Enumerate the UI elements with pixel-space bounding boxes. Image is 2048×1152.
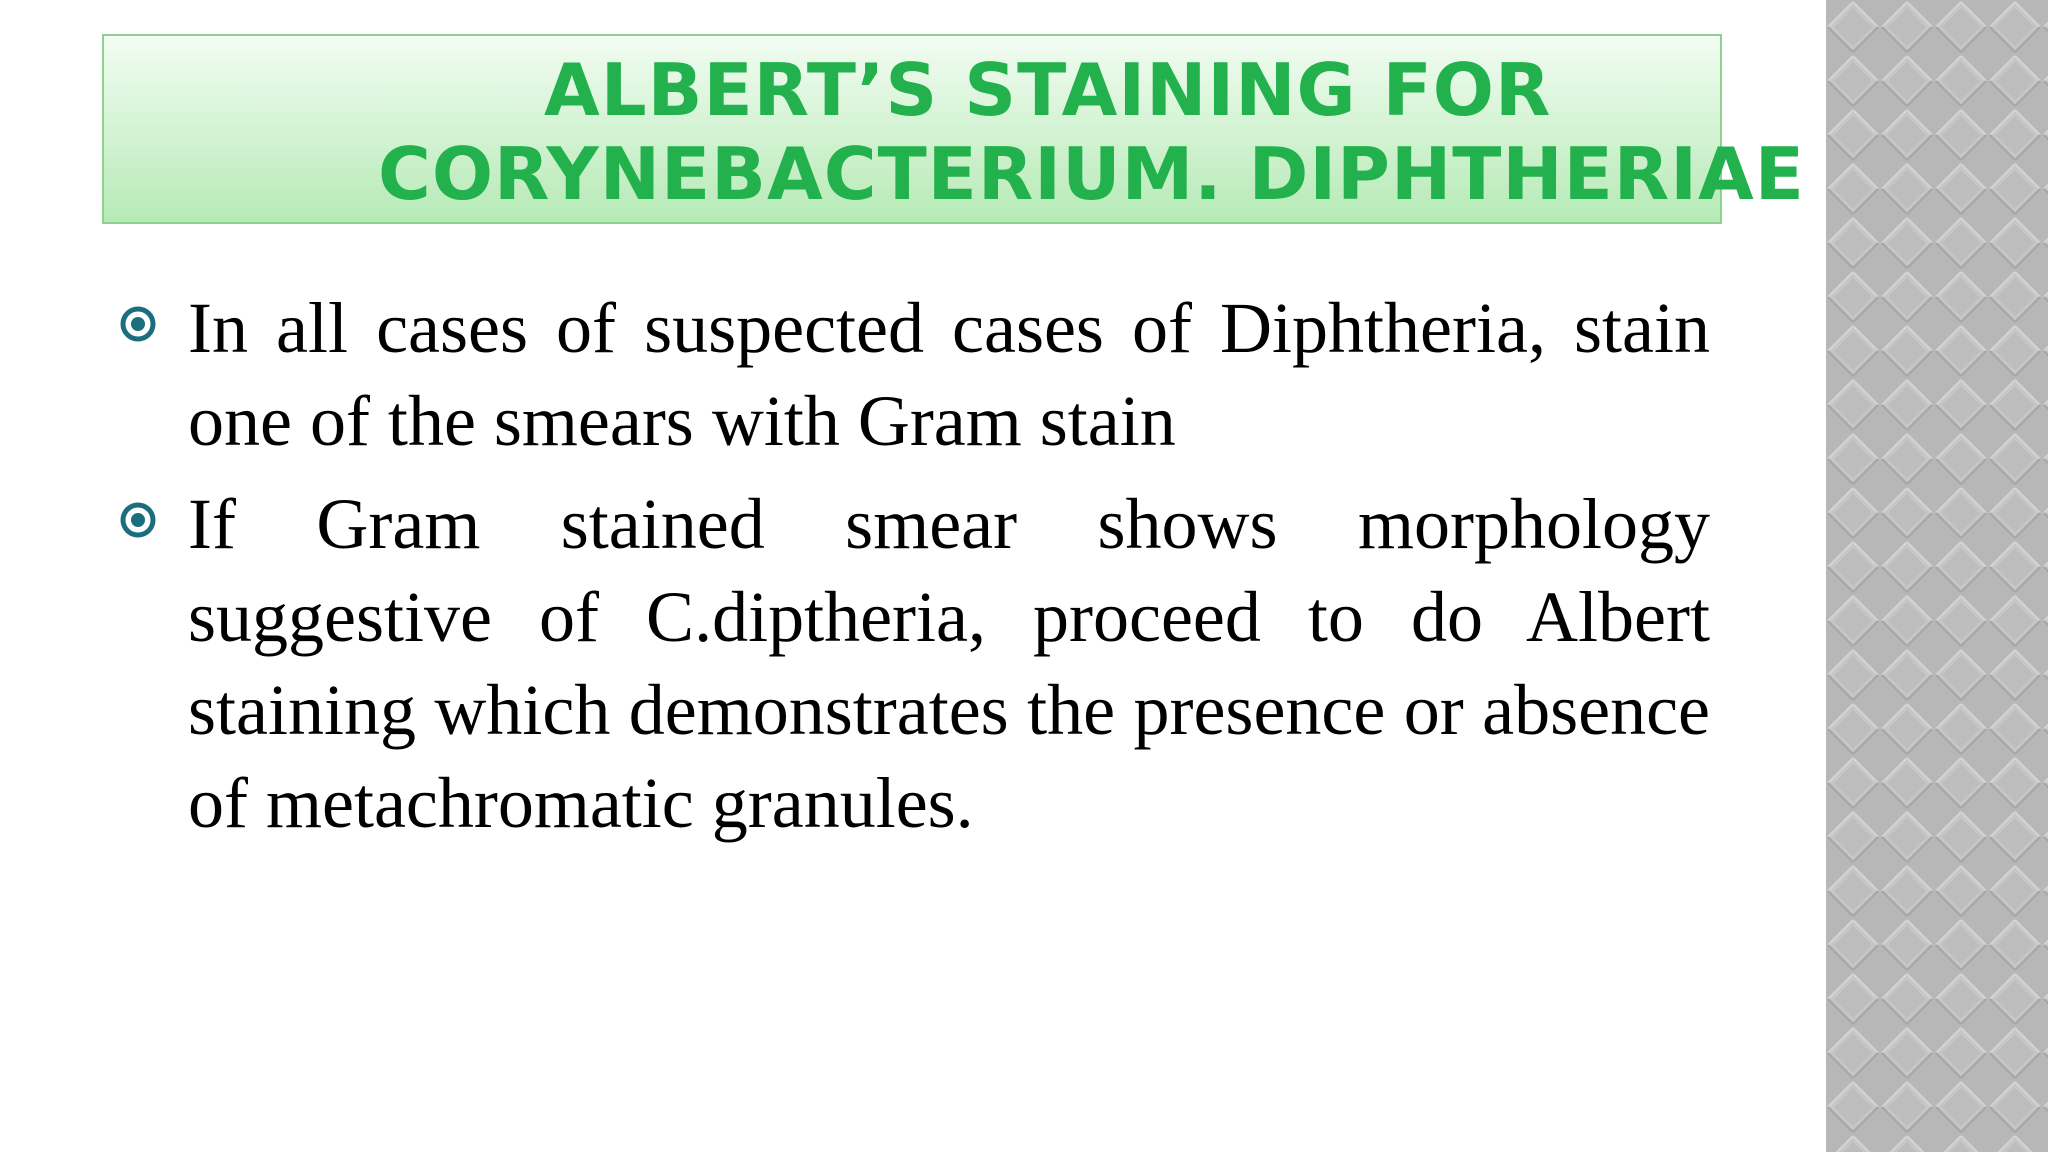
title-box (102, 34, 1805, 224)
diamond-pattern (1826, 0, 2048, 1152)
bullet-text: In all cases of suspected cases of Diphtheria, stain one of the smears with Gram stain (188, 288, 1710, 461)
bullet-item (118, 478, 1710, 850)
bullet-text: If Gram stained smear shows morphology suggestive of C.diptheria, proceed to do Albert staining which demonstrates the presence or absence of metachromatic granules. (188, 484, 1710, 843)
slide-title-line-1: ALBERT’S STAINING FOR (544, 48, 1552, 132)
circle-dot-icon (118, 500, 158, 540)
decorative-side-panel (1826, 0, 2048, 1152)
bullet-list (118, 282, 1710, 860)
slide-title-line-2: CORYNEBACTERIUM. DIPHTHERIAE (378, 132, 1805, 216)
slide-title (104, 36, 1805, 222)
bullet-item (118, 282, 1710, 468)
circle-dot-icon (118, 304, 158, 344)
